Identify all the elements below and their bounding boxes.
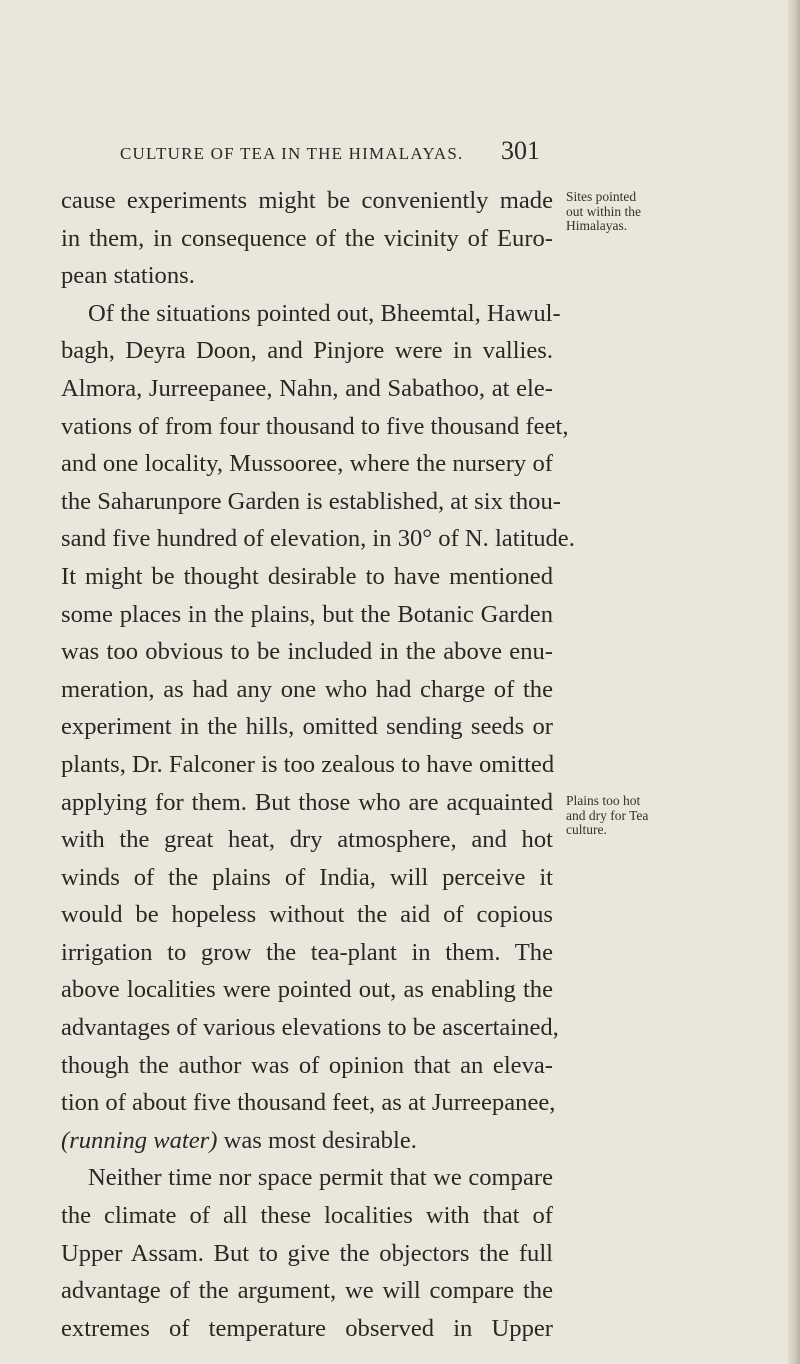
- text-line: extremes of temperature observed in Upper: [61, 1314, 553, 1342]
- text-line: the climate of all these localities with that of: [61, 1202, 553, 1230]
- italic-phrase: (running water): [61, 1126, 218, 1154]
- page-number: 301: [501, 136, 540, 165]
- text-line: though the author was of opinion that an eleva-: [61, 1051, 553, 1079]
- margin-note-line: and dry for Tea: [566, 807, 649, 823]
- text-line: tion of about five thousand feet, as at Jurreepanee,: [61, 1089, 556, 1117]
- text-line: advantages of various elevations to be ascertained,: [61, 1014, 559, 1042]
- text-line: bagh, Deyra Doon, and Pinjore were in vallies.: [61, 337, 553, 365]
- margin-note-line: out within the: [566, 203, 641, 219]
- text-line: experiment in the hills, omitted sending seeds or: [61, 713, 553, 741]
- text-line: plants, Dr. Falconer is too zealous to have omitted: [61, 750, 555, 778]
- margin-note-sites: [566, 190, 686, 234]
- text-line: Neither time nor space permit that we compare: [88, 1164, 553, 1192]
- text-line: would be hopeless without the aid of copious: [61, 901, 553, 929]
- margin-note-line: Plains too hot: [566, 793, 641, 808]
- text-line: vations of from four thousand to five thousand feet,: [61, 412, 569, 440]
- page-edge: [788, 0, 800, 1364]
- running-head-title: CULTURE OF TEA IN THE HIMALAYAS.: [120, 144, 464, 163]
- margin-note-line: Sites pointed: [566, 189, 637, 204]
- text-line: Of the situations pointed out, Bheemtal, Hawul-: [88, 299, 561, 327]
- text-line: advantage of the argument, we will compare the: [61, 1277, 553, 1305]
- text-line: with the great heat, dry atmosphere, and hot: [61, 826, 553, 854]
- text-line: irrigation to grow the tea-plant in them. The: [61, 938, 553, 966]
- text-line: and one locality, Mussooree, where the nursery of: [61, 450, 553, 478]
- text-line: was too obvious to be included in the above enu-: [61, 638, 553, 666]
- text-line: meration, as had any one who had charge of the: [61, 675, 553, 703]
- text-line: It might be thought desirable to have mentioned: [61, 562, 553, 590]
- text-line: applying for them. But those who are acquainted: [61, 788, 553, 816]
- body-text: [61, 182, 575, 1347]
- text-line: cause experiments might be conveniently made: [61, 187, 553, 214]
- text-line: above localities were pointed out, as enabling the: [61, 976, 553, 1004]
- text-line: winds of the plains of India, will perceive it: [61, 863, 553, 891]
- text-line: in them, in consequence of the vicinity of Euro-: [61, 224, 553, 252]
- text-line: the Saharunpore Garden is established, at six thou-: [61, 487, 561, 515]
- text-line: pean stations.: [61, 262, 195, 290]
- margin-note-line: Himalayas.: [566, 218, 628, 233]
- margin-note-plains: [566, 794, 686, 838]
- text-line: Almora, Jurreepanee, Nahn, and Sabathoo, at ele-: [61, 374, 553, 402]
- running-header: [120, 136, 540, 166]
- text-line-running-water: [61, 1122, 553, 1160]
- margin-note-line: culture.: [566, 822, 607, 837]
- text-line: sand five hundred of elevation, in 30° of N. latitude.: [61, 525, 575, 553]
- text-line: Upper Assam. But to give the objectors the full: [61, 1239, 553, 1267]
- text-line: some places in the plains, but the Botanic Garden: [61, 600, 553, 628]
- line-remainder: was most desirable.: [217, 1126, 417, 1154]
